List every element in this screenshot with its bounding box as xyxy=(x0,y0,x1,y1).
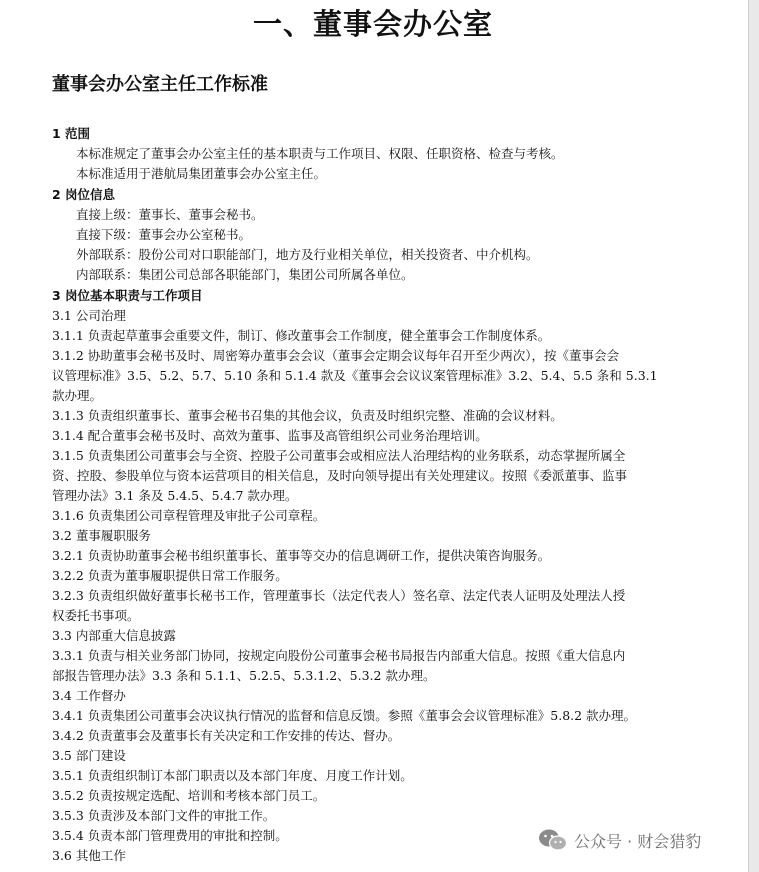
paragraph-line: 款办理。 xyxy=(52,388,103,403)
paragraph-line: 3.4.2 负责董事会及董事长有关决定和工作安排的传达、督办。 xyxy=(52,728,401,743)
paragraph-line: 权委托书事项。 xyxy=(52,608,140,623)
page-title: 一、董事会办公室 xyxy=(252,7,493,41)
paragraph-line: 3.2.3 负责组织做好董事长秘书工作，管理董事长（法定代表人）签名章、法定代表人证明及处理法人授 xyxy=(52,588,626,603)
paragraph-line: 3.2.2 负责为董事履职提供日常工作服务。 xyxy=(52,568,288,583)
paragraph-line: 3.1.1 负责起草董事会重要文件，制订、修改董事会工作制度，健全董事会工作制度体系。 xyxy=(52,328,551,343)
watermark xyxy=(538,826,701,854)
page-edge xyxy=(748,0,759,872)
subheading: 3.2 董事履职服务 xyxy=(52,528,151,543)
paragraph-line: 3.5.4 负责本部门管理费用的审批和控制。 xyxy=(52,828,288,843)
paragraph-line: 3.1.2 协助董事会秘书及时、周密筹办董事会会议（董事会定期会议每年召开至少两次），按《董事会会 xyxy=(52,348,620,363)
paragraph-line: 3.1.5 负责集团公司董事会与全资、控股子公司董事会或相应法人治理结构的业务联系，动态掌握所属全 xyxy=(52,448,626,463)
paragraph-line: 3.5.1 负责组织制订本部门职责以及本部门年度、月度工作计划。 xyxy=(52,768,413,783)
heading-scope: 1 范围 xyxy=(52,126,91,141)
subheading: 3.3 内部重大信息披露 xyxy=(52,628,176,643)
paragraph-line: 直接下级：董事会办公室秘书。 xyxy=(76,227,252,242)
paragraph-line: 3.2.1 负责协助董事会秘书组织董事长、董事等交办的信息调研工作，提供决策咨询服务。 xyxy=(52,548,551,563)
heading-duties: 3 岗位基本职责与工作项目 xyxy=(52,288,203,303)
paragraph-line: 本标准适用于港航局集团董事会办公室主任。 xyxy=(76,166,327,181)
paragraph-line: 部报告管理办法》3.3 条和 5.1.1、5.2.5、5.3.1.2、5.3.2 款办理。 xyxy=(52,668,436,683)
paragraph-line: 3.5.3 负责涉及本部门文件的审批工作。 xyxy=(52,808,276,823)
subheading: 3.1 公司治理 xyxy=(52,308,126,323)
paragraph-line: 3.1.3 负责组织董事长、董事会秘书召集的其他会议，负责及时组织完整、准确的会议材料。 xyxy=(52,408,563,423)
watermark-text: 公众号 · 财会猎豹 xyxy=(574,831,702,851)
subheading: 3.5 部门建设 xyxy=(52,748,126,763)
paragraph-line: 外部联系：股份公司对口职能部门，地方及行业相关单位，相关投资者、中介机构。 xyxy=(76,247,539,262)
paragraph-line: 3.1.6 负责集团公司章程管理及审批子公司章程。 xyxy=(52,508,326,523)
paragraph-line: 3.1.4 配合董事会秘书及时、高效为董事、监事及高管组织公司业务治理培训。 xyxy=(52,428,488,443)
subheading: 3.4 工作督办 xyxy=(52,688,126,703)
paragraph-line: 3.5.2 负责按规定选配、培训和考核本部门员工。 xyxy=(52,788,326,803)
subheading: 3.6 其他工作 xyxy=(52,848,126,863)
paragraph-line: 直接上级：董事长、董事会秘书。 xyxy=(76,207,264,222)
paragraph-line: 议管理标准》3.5、5.2、5.7、5.10 条和 5.1.4 款及《董事会会议议案管理标准》3.2、5.4、5.5 条和 5.3.1 xyxy=(52,368,658,383)
heading-position-info: 2 岗位信息 xyxy=(52,187,116,202)
paragraph-line: 本标准规定了董事会办公室主任的基本职责与工作项目、权限、任职资格、检查与考核。 xyxy=(76,146,564,161)
paragraph-line: 资、控股、参股单位与资本运营项目的相关信息，及时向领导提出有关处理建议。按照《委派董事、监事 xyxy=(52,468,628,483)
paragraph-line: 3.3.1 负责与相关业务部门协同，按规定向股份公司董事会秘书局报告内部重大信息。按照《重大信息内 xyxy=(52,648,626,663)
paragraph-line: 管理办法》3.1 条及 5.4.5、5.4.7 款办理。 xyxy=(52,488,298,503)
wechat-icon xyxy=(538,827,568,853)
section-subtitle: 董事会办公室主任工作标准 xyxy=(52,74,268,95)
paragraph-line: 内部联系：集团公司总部各职能部门，集团公司所属各单位。 xyxy=(76,267,414,282)
paragraph-line: 3.4.1 负责集团公司董事会决议执行情况的监督和信息反馈。参照《董事会会议管理标准》5.8.2 款办理。 xyxy=(52,708,637,723)
